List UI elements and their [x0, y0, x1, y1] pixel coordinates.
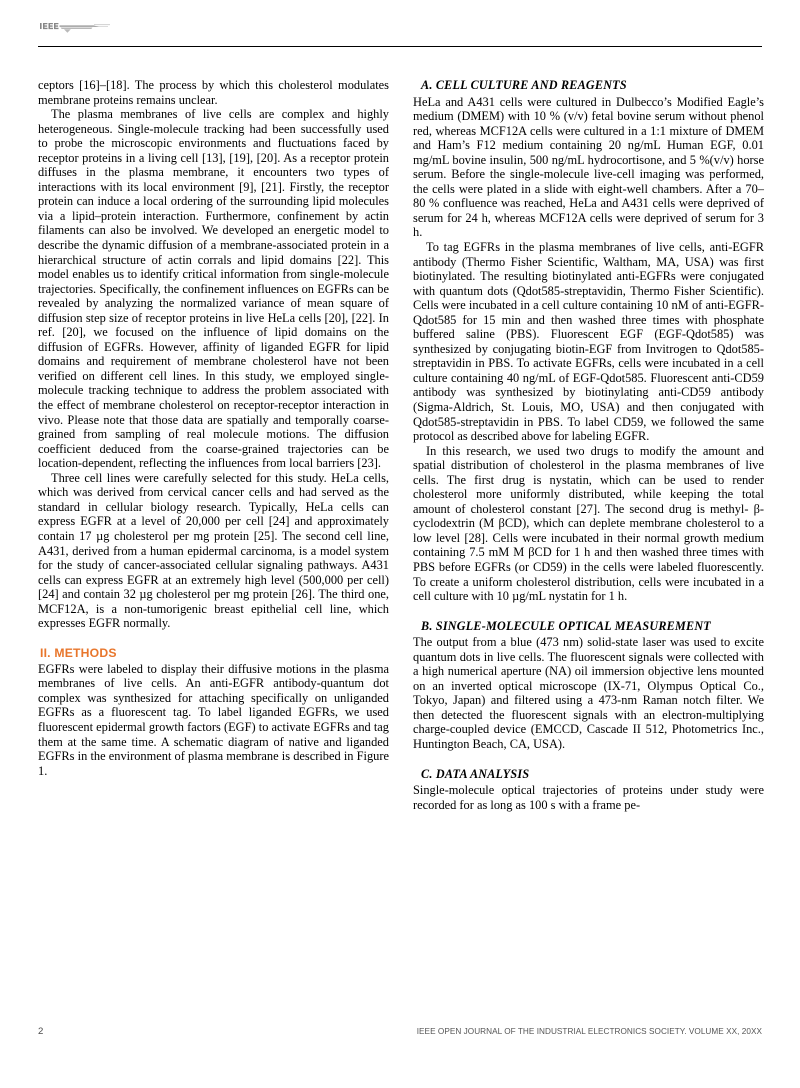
footer-journal-title: IEEE OPEN JOURNAL OF THE INDUSTRIAL ELECTRONICS SOCIETY. VOLUME XX, 20XX [416, 1027, 762, 1036]
masthead-rule [38, 46, 762, 47]
paragraph: EGFRs were labeled to display their diffusive motions in the plasma membranes of live cells. An anti-EGFR antibody-quantum dot complex was synthesized for attaching specifically on unliganded EGFRs as a fluorescent tag. To label liganded EGFRs, we used fluorescent epidermal growth factors (EGF) to activate EGFRs and tag them at the same time. A schematic diagram of native and liganded EGFRs in the environment of plasma membrane is described in Figure 1. [38, 661, 389, 778]
subsection-heading-a: A. CELL CULTURE AND REAGENTS [421, 78, 627, 92]
right-column [413, 78, 764, 1018]
paragraph: In this research, we used two drugs to modify the amount and spatial distribution of cholesterol in the plasma membranes of live cells. The first drug is nystatin, which can be used to render cholesterol more uniformly distributed, while keeping the total amount of cholesterol constant [27]. The second drug is methyl- β-cyclodextrin (M βCD), which can deplete membrane cholesterol to a low level [28]. Cells were incubated in their normal growth medium containing 7.5 mM M βCD for 1 h and then washed three times with PBS before EGFRs (or CD59) in the cells were labeled fluorescently. To create a uniform cholesterol distribution, cells were incubated in a cell culture with 10 µg/mL nystatin for 1 h. [413, 443, 764, 604]
paragraph: ceptors [16]–[18]. The process by which this cholesterol modulates membrane proteins remains unclear. [38, 78, 389, 107]
body-columns [38, 78, 764, 1018]
section-heading-methods: II. METHODS [40, 645, 117, 660]
masthead [38, 18, 762, 48]
subsection-heading-c: C. DATA ANALYSIS [421, 766, 530, 781]
ieee-logo [38, 20, 116, 40]
paragraph: Three cell lines were carefully selected for this study. HeLa cells, which was derived from cervical cancer cells and had served as the standard in cellular biology research. Typically, HeLa cells can express EGFR at a level of 20,000 per cell [24] and approximately contain 17 µg cholesterol per mg protein [25]. The second cell line, A431, derived from a human epidermal carcinoma, is a model system for the study of cancer-associated cellular signaling pathways. A431 cells can express EGFR at an extremely high level (500,000 per cell) [24] and contain 32 µg cholesterol per mg protein [26]. The third one, MCF12A, is a non-tumorigenic breast epithelial cell line, which expresses EGFR normally. [38, 470, 389, 631]
paragraph: The plasma membranes of live cells are complex and highly heterogeneous. Single-molecule tracking had been successfully used to probe the microscopic environments and fluctuations faced by receptor proteins in a living cell [13], [19], [20]. As a receptor protein diffuses in the plasma membrane, it encounters two types of interactions with its local environment [9], [21]. Firstly, the receptor protein can induce a local ordering of the surrounding lipid molecules via a lipid–protein interaction. Furthermore, confinement by actin filaments can also be involved. We developed an energetic model to describe the dynamic diffusion of a membrane-associated protein in a hierarchical structure of actin corrals and lipid domains [22]. This model enables us to identify critical information from single-molecule trajectories. Specifically, the confinement influences on EGFRs can be revealed by analyzing the normalized variance of mean square of diffusion step size of receptor proteins in live HeLa cells [20], [22]. In ref. [20], we focused on the influence of lipid domains on the diffusion of EGFRs. However, affinity of liganded EGFR for lipid domains and requirement of membrane cholesterol have not been verified on different cell lines. In this study, we employed single-molecule tracking technique to address the problem associated with the effect of membrane cholesterol on receptor-receptor interaction in vivo. Please note that those data are spatially and temporally coarse-grained from sampling of real molecule motions. The diffusion coefficient deduced from the coarse-grained trajectories can be location-dependent, reflecting the influences from local barriers [23]. [38, 107, 389, 471]
paragraph: To tag EGFRs in the plasma membranes of live cells, anti-EGFR antibody (Thermo Fisher Scientific, Waltham, MA, USA) was first biotinylated. The resulting biotinylated anti-EGFRs were conjugated with quantum dots (Qdot585-streptavidin, Thermo Fisher Scientific). Cells were incubated in a cell culture containing 10 nM of anti-EGFR-Qdot585 for 15 min and then washed three times with phosphate buffered saline (PBS). Fluorescent EGF (EGF-Qdot585) was synthesized by conjugating biotin-EGF from Invitrogen to Qdot585-streptavidin in PBS. To activate EGFRs, cells were incubated in a cell culture containing 40 ng/mL of EGF-Qdot585. Fluorescent anti-CD59 antibody was synthesized by biotinylating anti-CD59 antibody (Sigma-Aldrich, St. Louis, MO, USA) and then conjugated with Qdot585-streptavidin in PBS. To label CD59, we followed the same protocol as described above for labeling EGFR. [413, 239, 764, 444]
page-footer [38, 1026, 762, 1042]
paragraph: The output from a blue (473 nm) solid-state laser was used to excite quantum dots in live cells. The fluorescent signals were collected with a high numerical aperture (NA) oil immersion objective lens mounted on an inverted optical microscope (IX-71, Olympus Optical Co., Tokyo, Japan) and filtered using a 473-nm Raman notch filter. We then detected the fluorescent signals with an electron-multiplying charge-coupled device (EMCCD, Cascade II 512, Photometrics Inc., Huntington Beach, CA, USA). [413, 635, 764, 751]
left-column [38, 78, 389, 1018]
paragraph: Single-molecule optical trajectories of proteins under study were recorded for as long as 100 s with a frame pe- [413, 783, 764, 812]
subsection-heading-b: B. SINGLE-MOLECULE OPTICAL MEASUREMENT [421, 618, 711, 633]
paragraph: HeLa and A431 cells were cultured in Dulbecco’s Modified Eagle’s medium (DMEM) with 10 % (v/v) fetal bovine serum without phenol red, whereas MCF12A cells were cultured in a 1:1 mixture of DMEM and Ham’s F12 medium containing 20 ng/mL Human EGF, 0.01 mg/mL bovine insulin, 500 ng/mL hydrocortisone, and 5 %(v/v) horse serum. Before the single-molecule live-cell imaging was performed, the cells were plated in a slide with eight-well chambers. After a 70–80 % confluence was reached, HeLa and A431 cells were deprived of serum for 24 h, whereas MCF12A cells were deprived of serum for 3 h. [413, 94, 764, 240]
page-number: 2 [38, 1026, 44, 1037]
